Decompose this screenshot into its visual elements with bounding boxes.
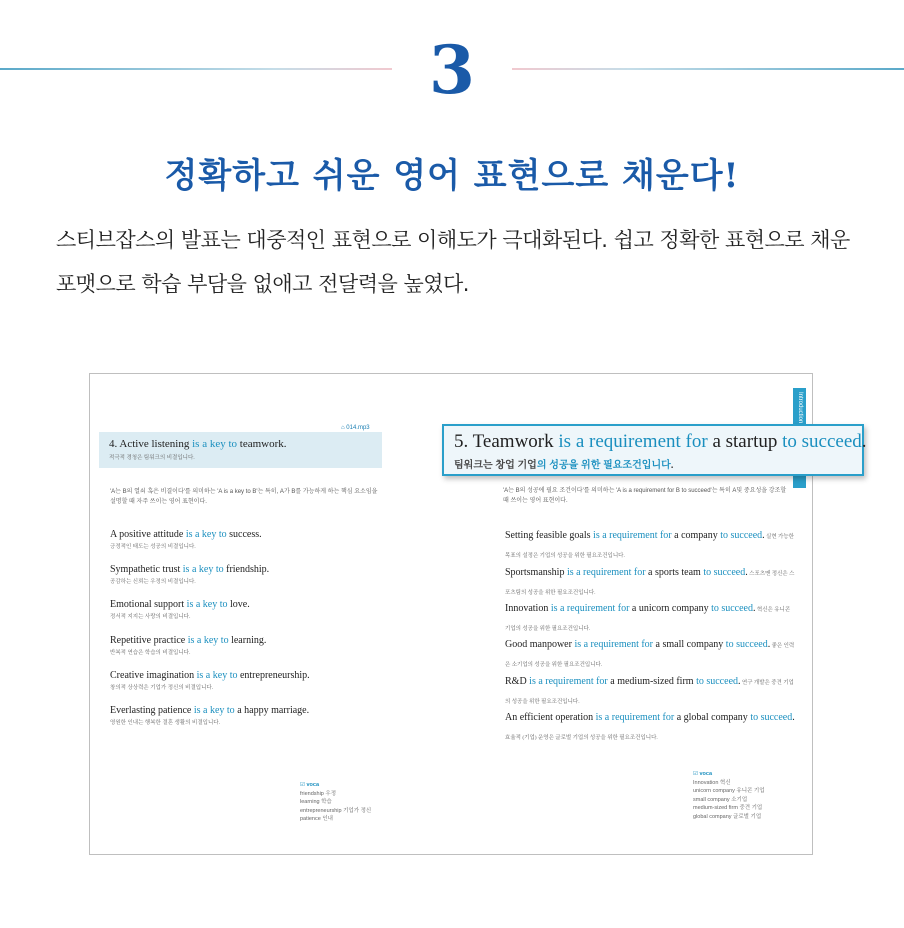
- example-text: Repetitive practice: [110, 635, 188, 646]
- highlight-callout: [442, 424, 867, 476]
- example-highlight: is a requirement for: [550, 603, 630, 614]
- example-text: R&D: [505, 676, 530, 687]
- example-text: a global company: [674, 712, 751, 723]
- example-highlight: is a key to: [186, 599, 228, 610]
- voca-list: [300, 790, 371, 824]
- example-text: A positive attitude: [110, 529, 186, 540]
- example-highlight: is a key to: [185, 529, 227, 540]
- right-note: 'A는 B의 성공에 필요 조건이다'를 의미하는 'A is a requirement for B to succeed'는 특히 A및 중요성을 강조할 때 쓰이는 영어 표현이다.: [503, 488, 787, 504]
- voca-item: friendship 우정: [300, 790, 337, 797]
- example-text: learning.: [228, 635, 267, 646]
- heading-text: teamwork.: [237, 438, 287, 450]
- example-translation: 창의적 상상력은 기업가 정신의 비결입니다.: [110, 685, 214, 691]
- headline: 정확하고 쉬운 영어 표현으로 채운다!: [164, 156, 740, 196]
- voca-label: voca: [699, 771, 713, 777]
- voca-item: global company 글로벌 기업: [693, 813, 762, 820]
- example-translation: 실현 가능한 목표의 설정은 기업의 성공을 위한 필요조건입니다.: [505, 534, 794, 559]
- example-text: friendship.: [223, 564, 270, 575]
- example-text: success.: [226, 529, 262, 540]
- example-text: Setting feasible goals: [505, 530, 594, 541]
- example-sentence: [110, 564, 269, 575]
- example-item: [110, 635, 266, 656]
- example-highlight: is a requirement for: [595, 712, 675, 723]
- description: 스티브잡스의 발표는 대중적인 표현으로 이해도가 극대화된다. 쉽고 정확한 표현으로 채운 포맷으로 학습 부담을 없애고 전달력을 높였다.: [56, 228, 850, 296]
- example-sentence: [110, 705, 309, 716]
- example-highlight: is a requirement for: [529, 676, 608, 687]
- example-translation: 좋은 인력은 소기업의 성공을 위한 필요조건입니다.: [505, 643, 795, 668]
- example-item: [505, 673, 795, 711]
- callout-text: a startup: [707, 431, 783, 452]
- example-item: [110, 705, 309, 726]
- voca-label: voca: [306, 782, 320, 788]
- example-text: a sports team: [645, 567, 704, 578]
- example-highlight: is a requirement for: [566, 567, 646, 578]
- example-text: Innovation: [505, 603, 551, 614]
- example-text: a medium-sized firm: [607, 676, 697, 687]
- example-translation: 영원한 인내는 행복한 결혼 생활의 비결입니다.: [110, 720, 221, 726]
- example-item: [110, 599, 250, 620]
- example-item: [110, 670, 310, 691]
- example-translation: 효율적 (기업) 운영은 글로벌 기업의 성공을 위한 필요조건입니다.: [505, 735, 658, 741]
- callout-text: .: [861, 431, 867, 452]
- example-text: Everlasting patience: [110, 705, 194, 716]
- divider-left: [0, 68, 392, 70]
- example-sentence: [110, 670, 310, 681]
- example-sentence: [110, 529, 262, 540]
- example-sentence: [110, 635, 266, 646]
- example-text: .: [745, 567, 748, 578]
- example-text: .: [762, 530, 765, 541]
- example-translation: 반복적 연습은 학습의 비결입니다.: [110, 650, 191, 656]
- example-text: Emotional support: [110, 599, 187, 610]
- example-text: Good manpower: [505, 639, 575, 650]
- example-text: .: [738, 676, 741, 687]
- example-item: [110, 529, 262, 550]
- callout-highlight: to succeed: [782, 431, 862, 452]
- example-sentence: [505, 564, 795, 602]
- example-text: entrepreneurship.: [237, 670, 310, 681]
- voca-item: small company 소기업: [693, 796, 748, 803]
- example-highlight: is a requirement for: [593, 530, 672, 541]
- example-text: An efficient operation: [505, 712, 596, 723]
- example-sentence: [505, 636, 795, 674]
- right-voca: [693, 770, 765, 821]
- example-text: .: [753, 603, 756, 614]
- heading-text: 4. Active listening: [109, 438, 193, 450]
- example-sentence: [505, 600, 795, 638]
- example-text: .: [767, 639, 771, 650]
- example-text: Creative imagination: [110, 670, 197, 681]
- example-text: a unicorn company: [629, 603, 712, 614]
- example-sentence: [505, 673, 795, 711]
- example-text: a happy marriage.: [234, 705, 310, 716]
- example-translation: 연구 개발은 중견 기업의 성공을 위한 필요조건입니다.: [505, 680, 794, 705]
- voca-item: Innovation 혁신: [693, 779, 731, 786]
- example-text: love.: [227, 599, 250, 610]
- heading-highlight: is a key to: [192, 438, 238, 450]
- example-highlight: to succeed: [696, 676, 739, 687]
- callout-ko-highlight: 의 성공을 위한 필요조건입니다: [536, 460, 671, 471]
- example-item: [505, 527, 795, 565]
- example-sentence: [505, 709, 795, 747]
- voca-item: medium-sized firm 중견 기업: [693, 805, 763, 811]
- example-text: Sportsmanship: [505, 567, 567, 578]
- example-text: .: [792, 712, 795, 723]
- example-highlight: to succeed: [725, 639, 768, 650]
- chapter-tab-label: Introduction: [797, 392, 803, 424]
- callout-sentence: [454, 430, 867, 454]
- audio-label: ⌂ 014.mp3: [341, 425, 370, 431]
- example-item: [505, 709, 795, 747]
- example-item: [505, 564, 795, 602]
- divider-right: [512, 68, 904, 70]
- callout-text: 5. Teamwork: [454, 431, 559, 452]
- voca-item: unicorn company 유니콘 기업: [693, 788, 765, 794]
- example-highlight: is a key to: [196, 670, 238, 681]
- example-item: [505, 636, 795, 674]
- example-highlight: to succeed: [750, 712, 793, 723]
- section-number: 3: [429, 31, 475, 109]
- example-text: Sympathetic trust: [110, 564, 183, 575]
- left-note: 'A는 B의 열쇠 혹은 비결이다'를 의미하는 'A is a key to B'는 특히, A가 B를 가능하게 하는 핵심 요소임을 설명할 때 자주 쓰이는 영어 표현이다.: [110, 489, 378, 505]
- voca-item: patience 인내: [300, 816, 333, 822]
- voca-item: learning 학습: [300, 799, 332, 805]
- example-highlight: is a key to: [193, 705, 235, 716]
- voca-title: ☑ voca: [693, 771, 713, 777]
- callout-ko-text: .: [670, 460, 674, 471]
- left-heading-translation: 적극적 경청은 팀워크의 비결입니다.: [109, 455, 195, 461]
- example-translation: 공감하는 신뢰는 우정의 비결입니다.: [110, 579, 196, 585]
- example-highlight: to succeed: [720, 530, 763, 541]
- example-highlight: is a key to: [187, 635, 229, 646]
- example-highlight: to succeed: [703, 567, 746, 578]
- left-page: [90, 374, 452, 854]
- example-text: a company: [671, 530, 721, 541]
- example-text: a small company: [653, 639, 726, 650]
- callout-ko-text: 팀워크는 창업 기업: [454, 460, 537, 471]
- example-item: [505, 600, 795, 638]
- example-sentence: [110, 599, 250, 610]
- example-highlight: is a key to: [182, 564, 224, 575]
- voca-list: [693, 779, 765, 822]
- example-item: [110, 564, 269, 585]
- callout-highlight: is a requirement for: [558, 431, 708, 452]
- voca-item: entrepreneurship 기업가 정신: [300, 807, 372, 814]
- example-translation: 혁신은 유니콘 기업의 성공을 위한 필요조건입니다.: [505, 607, 791, 632]
- voca-title: ☑ voca: [300, 782, 320, 788]
- example-translation: 긍정적인 태도는 성공의 비결입니다.: [110, 544, 196, 550]
- audio-filename: 014.mp3: [346, 425, 370, 431]
- example-translation: 스포츠맨 정신은 스포츠팀의 성공을 위한 필요조건입니다.: [505, 571, 795, 596]
- example-translation: 정서적 지지는 사랑의 비결입니다.: [110, 614, 191, 620]
- callout-translation: [454, 456, 862, 471]
- example-highlight: is a requirement for: [574, 639, 654, 650]
- left-voca: [300, 781, 371, 824]
- example-sentence: [505, 527, 795, 565]
- example-highlight: to succeed: [711, 603, 753, 614]
